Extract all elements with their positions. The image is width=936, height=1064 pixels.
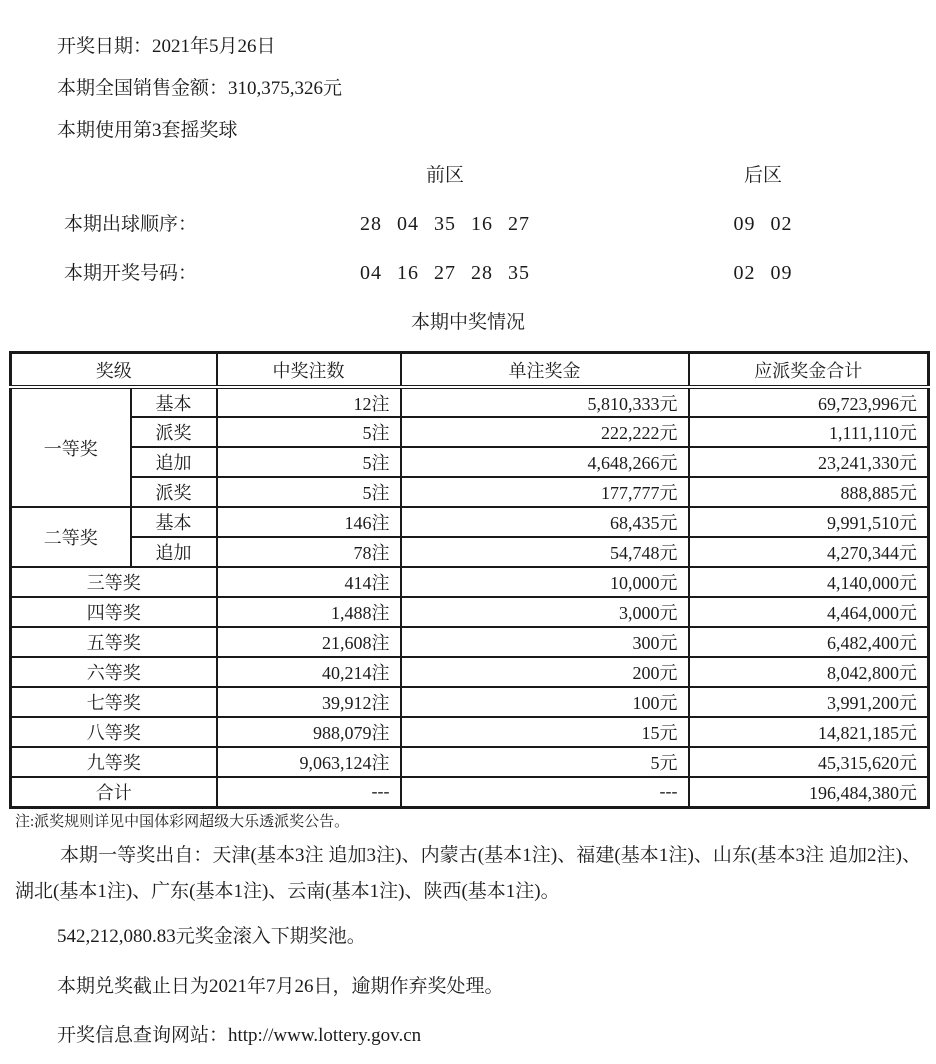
cell-prize-level: 九等奖 [11,747,217,777]
cell-count: 146注 [217,507,401,537]
ball-set: 本期使用第3套摇奖球 [57,120,238,141]
cell-total: 6,482,400元 [689,627,929,657]
cell-count: 9,063,124注 [217,747,401,777]
cell-total: 4,464,000元 [689,597,929,627]
cell-count: 5注 [217,447,401,477]
first-prize-origin-paragraph: 本期一等奖出自：天津(基本3注 追加3注)、内蒙古(基本1注)、福建(基本1注)、山东(基本3注 追加2注)、湖北(基本1注)、广东(基本1注)、云南(基本1注)、陕西(基本1注)。 [15,844,921,902]
cell-total: 9,991,510元 [689,507,929,537]
cell-prize: 10,000元 [401,567,689,597]
cell-count: 5注 [217,477,401,507]
cell-count: 40,214注 [217,657,401,687]
cell-prize: 5,810,333元 [401,387,689,417]
ball-order-row [0,214,936,235]
lottery-website-paragraph: 开奖信息查询网站：http://www.lottery.gov.cn [57,1024,422,1046]
winning-numbers-row [0,263,936,284]
cell-total: 3,991,200元 [689,687,929,717]
cell-prize: 68,435元 [401,507,689,537]
cell-count: 414注 [217,567,401,597]
cell-prize: 100元 [401,687,689,717]
cell-sub-type: 派奖 [131,417,217,447]
ball-order-label: 本期出球顺序： [64,214,198,235]
cell-prize: 200元 [401,657,689,687]
jackpot-rollover-paragraph: 542,212,080.83元奖金滚入下期奖池。 [57,925,366,947]
winning-numbers-back: 02 09 [733,262,793,284]
cell-sub-type: 派奖 [131,477,217,507]
cell-prize: 15元 [401,717,689,747]
cell-count: 78注 [217,537,401,567]
cell-prize: 177,777元 [401,477,689,507]
cell-prize-level: 七等奖 [11,687,217,717]
cell-count: 39,912注 [217,687,401,717]
table-row [11,417,929,447]
zone-header-row [0,165,936,186]
cell-prize-level: 三等奖 [11,567,217,597]
table-row [11,627,929,657]
cell-count: 21,608注 [217,627,401,657]
winning-numbers-label: 本期开奖号码： [64,263,198,284]
cell-count: 5注 [217,417,401,447]
table-row [11,507,929,537]
cell-total: 4,140,000元 [689,567,929,597]
table-row [11,477,929,507]
cell-count: 1,488注 [217,597,401,627]
cell-total: 8,042,800元 [689,657,929,687]
table-header-row [11,353,929,388]
table-row [11,597,929,627]
cell-sub-type: 基本 [131,507,217,537]
front-zone-label: 前区 [425,165,464,186]
ball-order-back-numbers: 09 02 [733,213,793,235]
table-title: 本期中奖情况 [410,312,525,333]
table-row [11,687,929,717]
col-header-level: 奖级 [11,353,217,388]
cell-prize: 5元 [401,747,689,777]
cell-sub-type: 追加 [131,537,217,567]
cell-total: 4,270,344元 [689,537,929,567]
cell-total: 69,723,996元 [689,387,929,417]
payout-rule-note: 注:派奖规则详见中国体彩网超级大乐透派奖公告。 [15,813,350,830]
cell-prize-level: 五等奖 [11,627,217,657]
draw-date: 开奖日期：2021年5月26日 [57,36,276,57]
cell-prize-level: 六等奖 [11,657,217,687]
cell-total: 196,484,380元 [689,777,929,807]
cell-total: 14,821,185元 [689,717,929,747]
table-row-total [11,777,929,807]
col-header-prize: 单注奖金 [401,353,689,388]
prize-table [9,351,930,809]
back-zone-label: 后区 [743,165,782,186]
cell-sub-type: 追加 [131,447,217,477]
cell-count: 988,079注 [217,717,401,747]
table-row [11,387,929,417]
cell-total-label: 合计 [11,777,217,807]
cell-count: 12注 [217,387,401,417]
table-row [11,657,929,687]
ball-order-front-numbers: 28 04 35 16 27 [360,213,530,235]
cell-sub-type: 基本 [131,387,217,417]
cell-total: 1,111,110元 [689,417,929,447]
cell-prize-level: 一等奖 [11,387,131,507]
cell-prize: 54,748元 [401,537,689,567]
zone-header-spacer [0,165,300,186]
claim-deadline-paragraph: 本期兑奖截止日为2021年7月26日，逾期作弃奖处理。 [57,975,504,997]
col-header-count: 中奖注数 [217,353,401,388]
cell-prize-level: 二等奖 [11,507,131,567]
cell-prize: --- [401,777,689,807]
cell-prize-level: 八等奖 [11,717,217,747]
sales-amount: 本期全国销售金额：310,375,326元 [57,78,343,99]
cell-total: 23,241,330元 [689,447,929,477]
table-row [11,537,929,567]
cell-total: 888,885元 [689,477,929,507]
cell-prize: 4,648,266元 [401,447,689,477]
cell-prize: 300元 [401,627,689,657]
cell-prize-level: 四等奖 [11,597,217,627]
cell-count: --- [217,777,401,807]
cell-prize: 3,000元 [401,597,689,627]
table-row [11,747,929,777]
cell-total: 45,315,620元 [689,747,929,777]
col-header-total: 应派奖金合计 [689,353,929,388]
table-row [11,567,929,597]
winning-numbers-front: 04 16 27 28 35 [360,262,530,284]
table-row [11,447,929,477]
table-row [11,717,929,747]
cell-prize: 222,222元 [401,417,689,447]
draw-info-block [0,36,936,141]
